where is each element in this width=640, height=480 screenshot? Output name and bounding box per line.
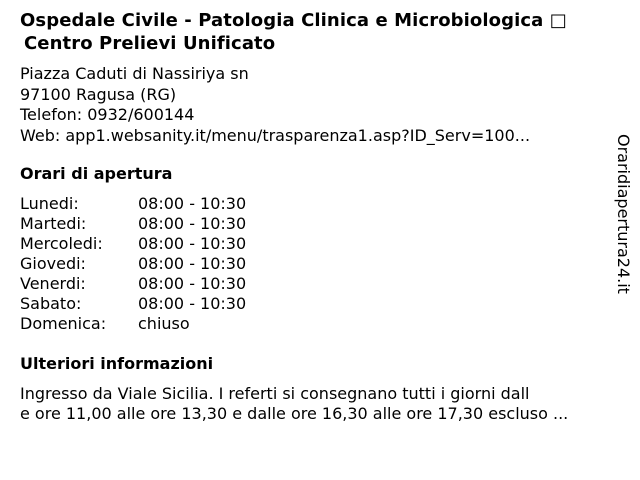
additional-info-text bbox=[20, 384, 625, 424]
time-value: chiuso bbox=[138, 314, 190, 333]
hours-row-saturday bbox=[20, 294, 247, 314]
title-line-2: Centro Prelievi Unificato bbox=[24, 33, 276, 54]
day-label: Lunedi: bbox=[20, 194, 79, 213]
info-line-2: e ore 11,00 alle ore 13,30 e dalle ore 16,30 alle ore 17,30 escluso ... bbox=[20, 404, 569, 423]
hours-row-sunday bbox=[20, 314, 190, 334]
phone-number: Telefon: 0932/600144 bbox=[20, 105, 195, 124]
opening-hours-heading: Orari di apertura bbox=[20, 164, 173, 183]
hours-row-thursday bbox=[20, 254, 247, 274]
time-value: 08:00 - 10:30 bbox=[138, 294, 247, 313]
day-label: Venerdi: bbox=[20, 274, 86, 293]
hours-row-wednesday bbox=[20, 234, 247, 254]
day-label: Mercoledi: bbox=[20, 234, 103, 253]
additional-info-heading: Ulteriori informazioni bbox=[20, 354, 214, 373]
title-line-1: Ospedale Civile - Patologia Clinica e Microbiologica □ bbox=[20, 10, 567, 31]
brand-watermark: Oraridiapertura24.it bbox=[614, 134, 633, 294]
city-address: 97100 Ragusa (RG) bbox=[20, 84, 177, 104]
time-value: 08:00 - 10:30 bbox=[138, 194, 247, 213]
street-address: Piazza Caduti di Nassiriya sn bbox=[20, 64, 249, 83]
info-line-1: Ingresso da Viale Sicilia. I referti si consegnano tutti i giorni dall bbox=[20, 384, 530, 403]
day-label: Domenica: bbox=[20, 314, 107, 333]
time-value: 08:00 - 10:30 bbox=[138, 234, 247, 253]
time-value: 08:00 - 10:30 bbox=[138, 274, 247, 293]
day-label: Sabato: bbox=[20, 294, 82, 313]
address-block bbox=[20, 64, 530, 146]
day-label: Martedi: bbox=[20, 214, 87, 233]
web-link[interactable]: Web: app1.websanity.it/menu/trasparenza1.asp?ID_Serv=100... bbox=[20, 125, 531, 145]
time-value: 08:00 - 10:30 bbox=[138, 214, 247, 233]
hours-row-friday bbox=[20, 274, 247, 294]
page-title bbox=[20, 9, 630, 55]
hours-row-monday bbox=[20, 194, 247, 214]
hours-row-tuesday bbox=[20, 214, 247, 234]
day-label: Giovedi: bbox=[20, 254, 86, 273]
time-value: 08:00 - 10:30 bbox=[138, 254, 247, 273]
opening-hours-table bbox=[20, 194, 247, 334]
